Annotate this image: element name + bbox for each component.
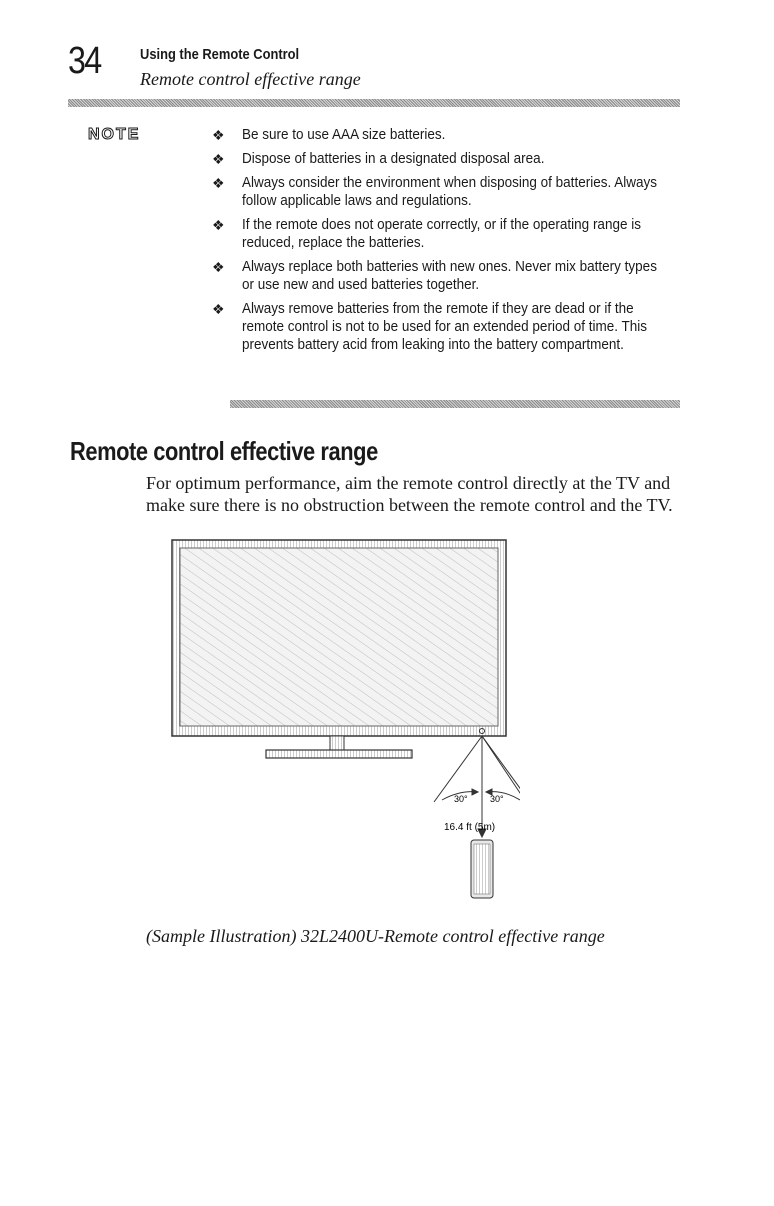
bullet-icon: ❖ [212, 151, 225, 167]
bullet-icon: ❖ [212, 127, 225, 143]
bullet-icon: ❖ [212, 259, 225, 275]
bullet-icon: ❖ [212, 175, 225, 191]
note-list [212, 126, 682, 360]
body-paragraph: For optimum performance, aim the remote control directly at the TV and make sure there is no obstruction between the remote control and the TV. [146, 473, 673, 515]
list-item: ❖ Always consider the environment when disposing of batteries. Always follow applicable laws and regulations. [212, 174, 657, 209]
list-item: ❖ Always remove batteries from the remote if they are dead or if the remote control is not to be used for an extended period of time. This prevents battery acid from leaking into the battery compartment. [212, 300, 647, 353]
list-item: ❖ Be sure to use AAA size batteries. [212, 126, 446, 143]
list-item: ❖ If the remote does not operate correctly, or if the operating range is reduced, replace the batteries. [212, 216, 641, 251]
list-item: ❖ Dispose of batteries in a designated disposal area. [212, 150, 545, 167]
tv-icon [172, 540, 506, 758]
bullet-icon: ❖ [212, 217, 225, 233]
distance-label: 16.4 ft (5m) [444, 822, 496, 833]
angle-left-label: 30° [454, 794, 468, 804]
angle-right-label: 30° [490, 794, 504, 804]
remote-control-icon [471, 840, 493, 898]
note-divider [230, 400, 680, 408]
tv-remote-illustration [170, 538, 520, 918]
page-number: 34 [68, 40, 101, 82]
figure-caption: (Sample Illustration) 32L2400U-Remote control effective range [146, 926, 605, 946]
bullet-icon: ❖ [212, 301, 225, 317]
note-label: NOTE [88, 126, 141, 143]
header-divider [68, 99, 680, 107]
section-heading: Remote control effective range [70, 436, 378, 466]
list-item: ❖ Always replace both batteries with new ones. Never mix battery types or use new and used batteries together. [212, 258, 657, 293]
section-subtitle: Remote control effective range [140, 69, 361, 89]
section-title: Using the Remote Control [140, 46, 300, 63]
